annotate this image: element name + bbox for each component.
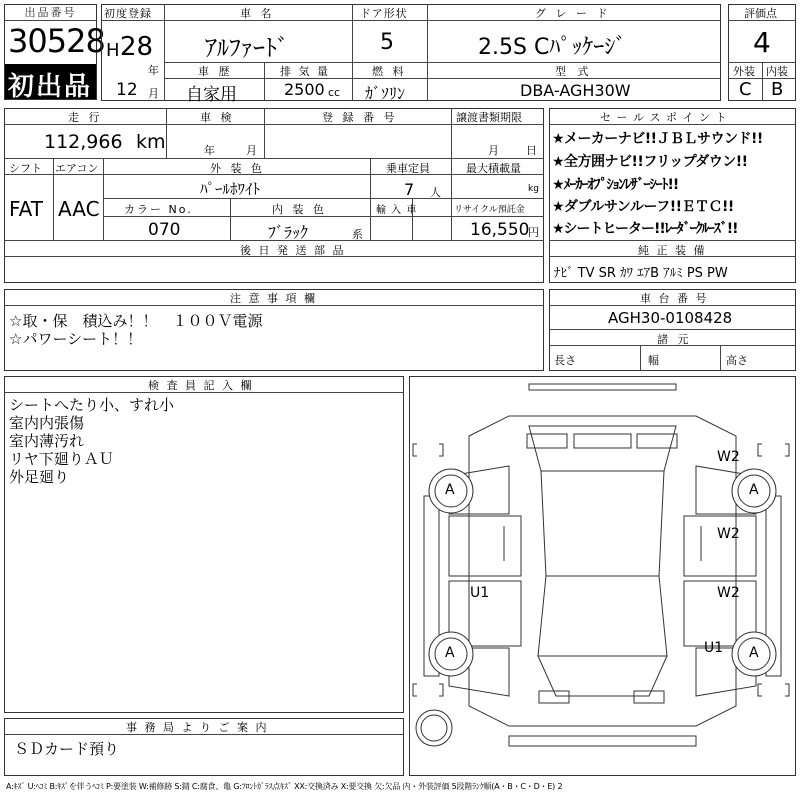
int-color-label: 内 装 色 <box>272 203 327 216</box>
color-no: 070 <box>148 220 181 240</box>
car-name: ｱﾙﾌｧｰﾄﾞ <box>205 34 289 62</box>
notes-line: ☆取・保 積込み！！ １００Ｖ電源 <box>9 312 263 330</box>
month: 12 <box>116 80 138 100</box>
fuel-label: 燃 料 <box>372 65 407 78</box>
recycle-unit: 円 <box>528 226 539 239</box>
displacement-label: 排 気 量 <box>280 65 330 78</box>
notes-label: 注 意 事 項 欄 <box>230 292 317 305</box>
spec-label: 諸 元 <box>657 333 692 346</box>
inspection-label: 車 検 <box>200 111 235 124</box>
capacity: 7 <box>404 180 415 199</box>
damage-mark: W2 <box>717 449 740 465</box>
damage-mark: A <box>749 482 759 498</box>
grade-label: グ レ ー ド <box>535 7 611 20</box>
mileage-unit: km <box>136 131 166 153</box>
lot-number-label: 出品番号 <box>5 5 96 21</box>
length-label: 長さ <box>554 354 576 367</box>
year: 28 <box>120 32 154 62</box>
car-name-label: 車 名 <box>240 7 275 20</box>
shift-label: シフト <box>9 162 42 175</box>
displacement-unit: cc <box>328 86 341 99</box>
first-listing-label: 初出品 <box>8 72 93 102</box>
import-label: 輸 入 車 <box>376 205 418 216</box>
inspector-line: シートへたり小、すれ小 <box>9 396 175 414</box>
grade: 2.5S Cﾊﾟｯｹｰｼﾞ <box>478 35 627 60</box>
load-label: 最大積載量 <box>466 162 521 175</box>
damage-mark: A <box>445 645 455 661</box>
ext-label: 外装 <box>733 65 755 78</box>
model: DBA-AGH30W <box>520 81 631 100</box>
equipment: ﾅﾋﾞ TV SR ｶﾜ ｴｱB ｱﾙﾐ PS PW <box>554 266 728 281</box>
inspector-line: リヤ下廻りＡＵ <box>9 450 114 468</box>
width-label: 幅 <box>648 354 659 367</box>
history-label: 車 歴 <box>198 65 233 78</box>
sales-point: ★ﾒｰｶｰｵﾌﾟｼｮﾝﾚｻﾞｰｼｰﾄ!! <box>552 177 679 193</box>
inspector-line: 外足廻り <box>9 468 70 486</box>
capacity-label: 乗車定員 <box>386 162 430 175</box>
damage-mark: U1 <box>704 640 724 656</box>
sales-point: ★シートヒーター!!ﾚｰﾀﾞｰｸﾙｰｽﾞ!! <box>552 221 738 237</box>
load-unit: kg <box>528 184 539 194</box>
int-color-unit: 系 <box>352 228 363 241</box>
recycle-label: リサイクル預託金 <box>454 205 525 215</box>
mileage: 112,966 <box>44 131 123 153</box>
mileage-label: 走 行 <box>68 111 103 124</box>
fuel: ｶﾞｿﾘﾝ <box>365 84 406 103</box>
first-reg-label: 初度登録 <box>104 7 152 20</box>
damage-mark: W2 <box>717 585 740 601</box>
reg-no-label: 登 録 番 号 <box>322 111 398 124</box>
inspector-label: 検 査 員 記 入 欄 <box>148 379 254 392</box>
int-color: ﾌﾞﾗｯｸ <box>268 223 309 242</box>
ac-label: エアコン <box>55 162 99 175</box>
chassis-number: AGH30-0108428 <box>608 309 733 327</box>
int-label: 内装 <box>766 65 788 78</box>
sales-point: ★全方囲ナビ!!フリップダウン!! <box>552 154 748 170</box>
damage-mark: U1 <box>470 585 490 601</box>
lot-number: 30528 <box>8 22 105 60</box>
capacity-unit: 人 <box>430 186 441 199</box>
score-label: 評価点 <box>744 7 777 20</box>
history: 自家用 <box>186 85 237 105</box>
shift: FAT <box>9 197 44 221</box>
color-no-label: カラー No. <box>124 203 193 216</box>
transfer-month: 月 <box>488 144 499 157</box>
transfer-label: 譲渡書類期限 <box>456 111 522 124</box>
month-unit: 月 <box>148 87 159 100</box>
legend: A:ｷｽﾞ U:ﾍｺﾐ B:ｷｽﾞを伴うﾍｺﾐ P:要塗装 W:補修跡 S:錆 C:腐食、亀 G:ﾌﾛﾝﾄｶﾞﾗｽ点ｷｽﾞ XX:交換済み X:要交換 欠:欠品 内・外装評価 5段階ﾗﾝｸ順(A・B・C・D・E) 2 <box>6 782 563 791</box>
damage-mark: A <box>749 645 759 661</box>
score: 4 <box>753 26 771 59</box>
year-unit: 年 <box>148 64 159 77</box>
sales-point: ★メーカーナビ!!ＪＢＬサウンド!! <box>552 131 763 147</box>
era: H <box>106 40 120 61</box>
model-label: 型 式 <box>555 65 593 78</box>
inspector-line: 室内内張傷 <box>9 414 85 432</box>
office-text: ＳＤカード預り <box>14 740 120 758</box>
chassis-label: 車 台 番 号 <box>640 292 709 305</box>
int-grade: B <box>771 79 784 100</box>
height-label: 高さ <box>726 354 748 367</box>
recycle: 16,550 <box>470 220 530 240</box>
later-parts-label: 後 日 発 送 部 品 <box>240 244 346 257</box>
inspector-line: 室内薄汚れ <box>9 432 85 450</box>
car-diagram <box>409 376 796 776</box>
damage-mark: W2 <box>717 526 740 542</box>
damage-mark: A <box>445 482 455 498</box>
displacement: 2500 <box>284 80 325 99</box>
office-label: 事 務 局 よ り ご 案 内 <box>126 721 269 734</box>
sales-point: ★ダブルサンルーフ!!ＥＴＣ!! <box>552 199 734 215</box>
notes-line: ☆パワーシート！！ <box>9 330 143 348</box>
inspection-year: 年 <box>204 144 215 157</box>
ext-color: ﾊﾟｰﾙﾎﾜｲﾄ <box>200 180 261 198</box>
ext-grade: C <box>739 79 752 100</box>
doors-label: ドア形状 <box>360 7 408 20</box>
equipment-label: 純 正 装 備 <box>638 244 707 257</box>
ext-color-label: 外 装 色 <box>210 162 265 175</box>
transfer-day: 日 <box>526 144 537 157</box>
doors: 5 <box>380 30 394 55</box>
ac: AAC <box>58 197 100 221</box>
inspection-month: 月 <box>246 144 257 157</box>
sales-points-label: セ ー ル ス ポ イ ン ト <box>600 111 728 124</box>
